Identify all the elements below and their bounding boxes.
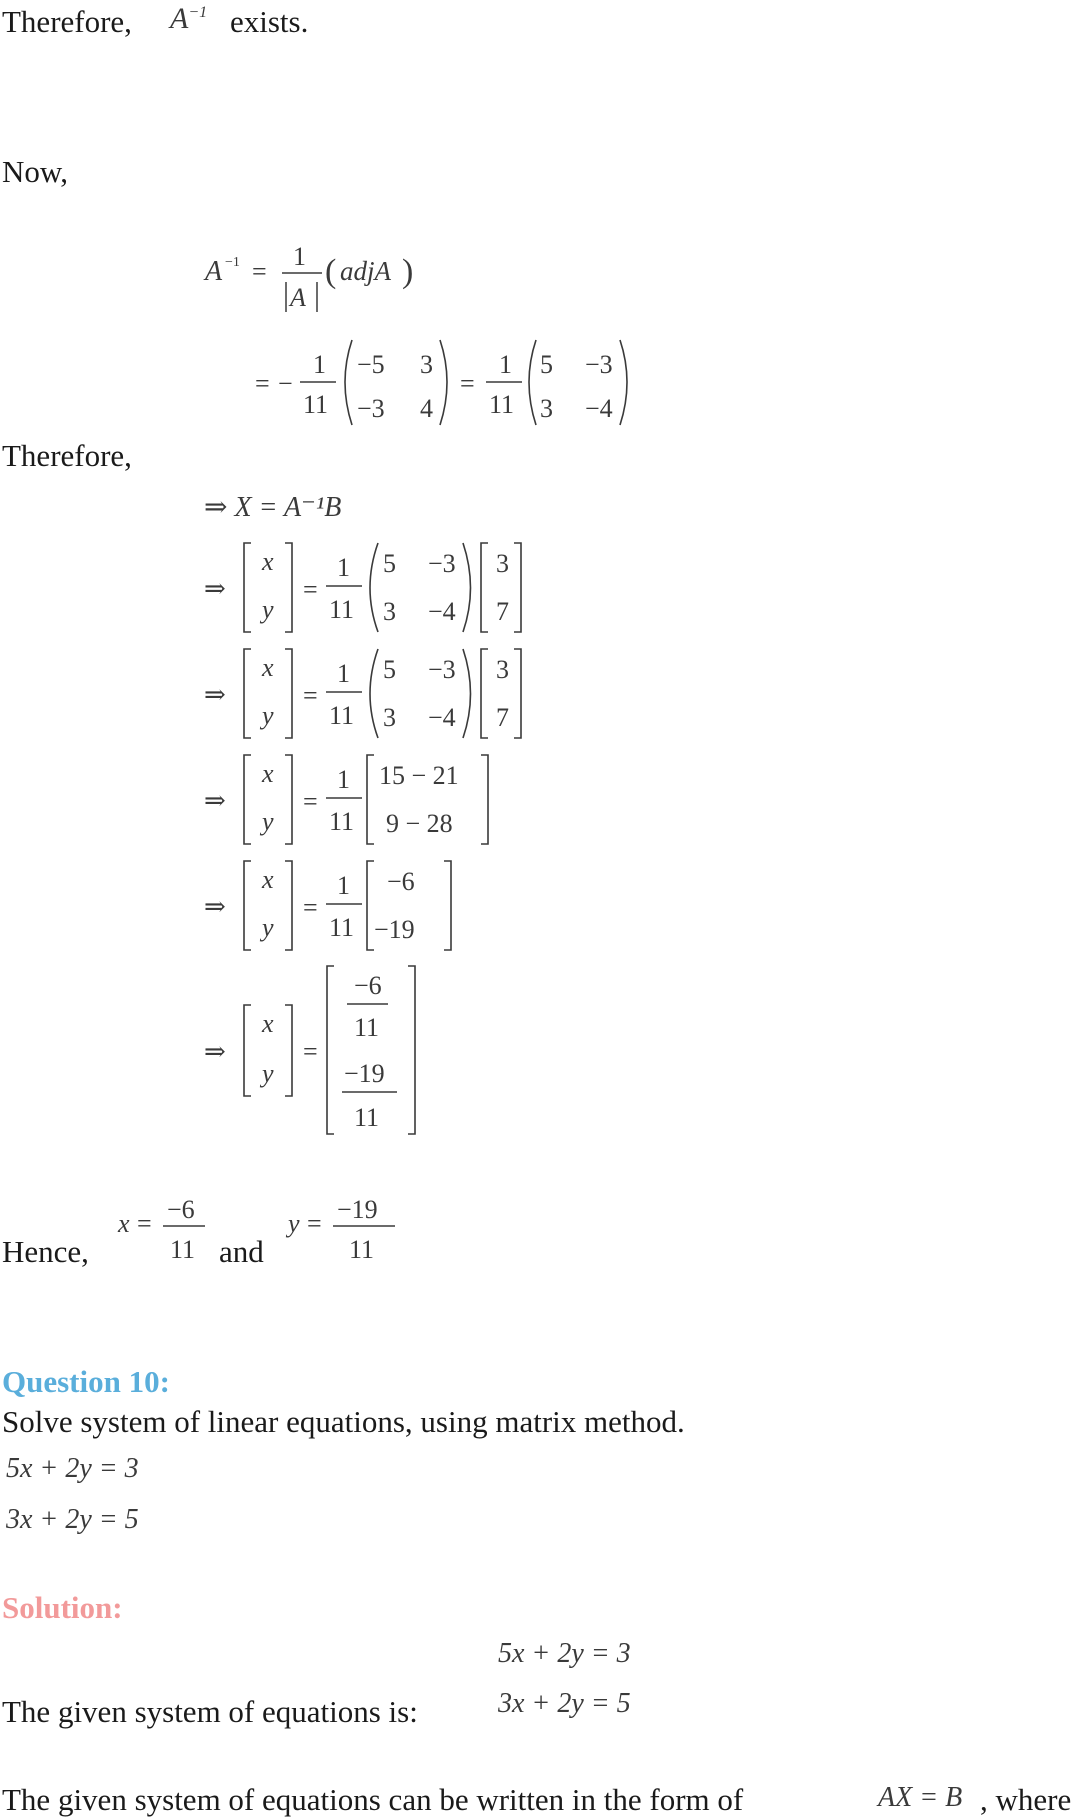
svg-text:−4: −4 bbox=[428, 597, 456, 626]
svg-text:=: = bbox=[252, 257, 267, 286]
m1-d: 4 bbox=[420, 394, 433, 423]
svg-text:3: 3 bbox=[496, 655, 509, 684]
m1-b: 3 bbox=[420, 350, 433, 379]
svg-text:y: y bbox=[262, 595, 274, 624]
svg-text:9 − 28: 9 − 28 bbox=[386, 809, 453, 838]
svg-text:−6: −6 bbox=[167, 1195, 195, 1224]
answer-x bbox=[115, 1188, 215, 1268]
scalar-num: 1 bbox=[313, 350, 326, 379]
form-text: The given system of equations can be written in the form of bbox=[2, 1782, 744, 1817]
adj-text: adjA bbox=[340, 256, 391, 286]
svg-text:=: = bbox=[303, 681, 318, 710]
svg-text:−3: −3 bbox=[428, 655, 456, 684]
svg-text:1: 1 bbox=[499, 350, 512, 379]
scalar-den: 11 bbox=[303, 390, 329, 419]
svg-text:⇒: ⇒ bbox=[204, 892, 226, 921]
svg-text:x: x bbox=[262, 547, 274, 576]
m1-a: −5 bbox=[357, 350, 385, 379]
svg-text:11: 11 bbox=[329, 913, 355, 942]
svg-text:11: 11 bbox=[489, 390, 515, 419]
svg-text:5: 5 bbox=[383, 549, 396, 578]
svg-text:−6: −6 bbox=[354, 971, 382, 1000]
svg-text:−19: −19 bbox=[374, 915, 415, 944]
question-eq2: 3x + 2y = 5 bbox=[6, 1504, 139, 1535]
svg-text:3: 3 bbox=[383, 597, 396, 626]
step3 bbox=[204, 752, 504, 852]
svg-text:−6: −6 bbox=[387, 867, 415, 896]
frac-den: A bbox=[290, 283, 306, 312]
question-prompt: Solve system of linear equations, using matrix method. bbox=[2, 1404, 685, 1439]
inverse-symbol: $A^{-1}$ bbox=[170, 2, 208, 35]
solution-eq2: 3x + 2y = 5 bbox=[498, 1688, 631, 1719]
inverse-formula bbox=[190, 230, 670, 440]
therefore2-text: Therefore, bbox=[2, 438, 132, 473]
svg-text:y: y bbox=[288, 1209, 300, 1238]
form-eq: AX = B bbox=[878, 1782, 963, 1813]
svg-text:=: = bbox=[303, 893, 318, 922]
step2 bbox=[204, 646, 544, 746]
svg-text:y: y bbox=[262, 807, 274, 836]
hence-text: Hence, bbox=[2, 1234, 89, 1269]
step1 bbox=[204, 540, 544, 640]
svg-text:−: − bbox=[278, 369, 293, 398]
solution-title: Solution: bbox=[2, 1590, 123, 1625]
where-text: , where bbox=[980, 1782, 1072, 1817]
inverse-lhs-sup: −1 bbox=[225, 255, 240, 270]
svg-text:11: 11 bbox=[349, 1235, 375, 1264]
and-text: and bbox=[219, 1234, 264, 1269]
svg-text:=: = bbox=[303, 1037, 318, 1066]
svg-text:−3: −3 bbox=[428, 549, 456, 578]
step0: ⇒ X = A⁻¹B bbox=[204, 492, 342, 523]
svg-text:1: 1 bbox=[337, 553, 350, 582]
svg-text:x: x bbox=[262, 759, 274, 788]
svg-text:3: 3 bbox=[496, 549, 509, 578]
svg-text:7: 7 bbox=[496, 597, 509, 626]
svg-text:11: 11 bbox=[329, 807, 355, 836]
svg-text:x: x bbox=[262, 653, 274, 682]
svg-text:⇒: ⇒ bbox=[204, 680, 226, 709]
solution-eq1: 5x + 2y = 3 bbox=[498, 1638, 631, 1669]
svg-text:=: = bbox=[303, 787, 318, 816]
svg-text:=: = bbox=[460, 369, 475, 398]
svg-text:−19: −19 bbox=[337, 1195, 378, 1224]
m2-c: 3 bbox=[540, 394, 553, 423]
svg-text:−4: −4 bbox=[428, 703, 456, 732]
therefore-text: Therefore, bbox=[2, 4, 132, 39]
svg-text:): ) bbox=[402, 253, 414, 290]
svg-text:11: 11 bbox=[329, 701, 355, 730]
svg-text:11: 11 bbox=[354, 1013, 380, 1042]
svg-text:y: y bbox=[262, 1059, 274, 1088]
svg-text:11: 11 bbox=[329, 595, 355, 624]
svg-text:=: = bbox=[255, 369, 270, 398]
svg-text:y: y bbox=[262, 701, 274, 730]
svg-text:x: x bbox=[118, 1209, 130, 1238]
svg-text:=: = bbox=[307, 1209, 322, 1238]
svg-text:15 − 21: 15 − 21 bbox=[379, 761, 459, 790]
svg-text:x: x bbox=[262, 865, 274, 894]
svg-text:5: 5 bbox=[383, 655, 396, 684]
svg-text:⇒: ⇒ bbox=[204, 1037, 226, 1066]
m1-c: −3 bbox=[357, 394, 385, 423]
exists-text: exists. bbox=[230, 4, 309, 39]
step5 bbox=[204, 964, 444, 1140]
svg-text:11: 11 bbox=[354, 1103, 380, 1132]
frac-num: 1 bbox=[293, 242, 306, 271]
svg-text:⇒: ⇒ bbox=[204, 786, 226, 815]
m2-a: 5 bbox=[540, 350, 553, 379]
svg-text:3: 3 bbox=[383, 703, 396, 732]
svg-text:−19: −19 bbox=[344, 1059, 385, 1088]
svg-text:=: = bbox=[137, 1209, 152, 1238]
svg-text:⇒: ⇒ bbox=[204, 574, 226, 603]
inverse-lhs: A bbox=[205, 256, 223, 287]
question-eq1: 5x + 2y = 3 bbox=[6, 1453, 139, 1484]
svg-text:1: 1 bbox=[337, 765, 350, 794]
svg-text:(: ( bbox=[325, 253, 337, 290]
now-text: Now, bbox=[2, 154, 69, 189]
m2-d: −4 bbox=[585, 394, 613, 423]
svg-text:y: y bbox=[262, 913, 274, 942]
svg-text:1: 1 bbox=[337, 871, 350, 900]
given-label: The given system of equations is: bbox=[2, 1694, 418, 1729]
answer-y bbox=[285, 1188, 405, 1268]
m2-b: −3 bbox=[585, 350, 613, 379]
svg-text:1: 1 bbox=[337, 659, 350, 688]
svg-text:x: x bbox=[262, 1009, 274, 1038]
question-title: Question 10: bbox=[2, 1364, 170, 1399]
svg-text:11: 11 bbox=[170, 1235, 196, 1264]
svg-text:=: = bbox=[303, 575, 318, 604]
step4 bbox=[204, 858, 464, 958]
svg-text:7: 7 bbox=[496, 703, 509, 732]
